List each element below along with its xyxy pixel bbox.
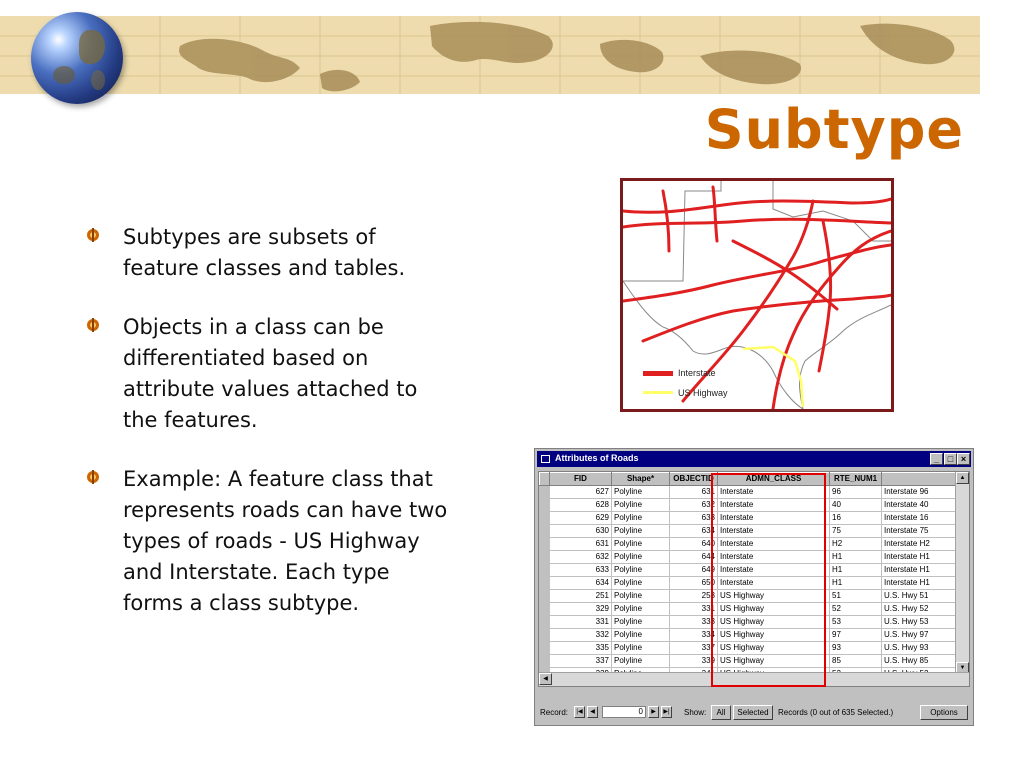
header-banner xyxy=(0,16,980,94)
cell-objectid: 633 xyxy=(670,512,718,525)
record-number-input[interactable]: 0 xyxy=(602,706,646,718)
cell-admn-class: US Highway xyxy=(718,603,830,616)
column-header-objectid[interactable]: OBJECTID xyxy=(670,473,718,486)
column-header-fid[interactable]: FID xyxy=(550,473,612,486)
cell-shape: Polyline xyxy=(612,616,670,629)
page-title: Subtype xyxy=(704,98,964,161)
cell-fid: 337 xyxy=(550,655,612,668)
cell-rte-num1: H1 xyxy=(830,577,882,590)
row-selector[interactable] xyxy=(540,603,550,616)
options-button[interactable]: Options xyxy=(920,705,968,720)
cell-admn-class: US Highway xyxy=(718,655,830,668)
cell-rte-name: Interstate 96 xyxy=(882,486,958,499)
maximize-button[interactable]: □ xyxy=(944,453,957,465)
cell-admn-class: US Highway xyxy=(718,629,830,642)
cell-rte-num1: H2 xyxy=(830,538,882,551)
cell-admn-class: US Highway xyxy=(718,590,830,603)
row-selector[interactable] xyxy=(540,486,550,499)
cell-shape: Polyline xyxy=(612,590,670,603)
cell-fid: 332 xyxy=(550,629,612,642)
cell-rte-num1: 53 xyxy=(830,616,882,629)
cell-admn-class: Interstate xyxy=(718,551,830,564)
cell-rte-num1: H1 xyxy=(830,564,882,577)
cell-objectid: 634 xyxy=(670,525,718,538)
window-titlebar[interactable] xyxy=(537,451,971,467)
cell-fid: 251 xyxy=(550,590,612,603)
cell-shape: Polyline xyxy=(612,525,670,538)
record-label: Record: xyxy=(540,708,569,717)
row-selector[interactable] xyxy=(540,525,550,538)
scroll-down-icon[interactable]: ▼ xyxy=(956,662,969,674)
row-selector[interactable] xyxy=(540,629,550,642)
next-record-icon[interactable]: ▶ xyxy=(648,706,659,718)
cell-fid: 634 xyxy=(550,577,612,590)
scroll-up-icon[interactable]: ▲ xyxy=(956,472,969,484)
cell-rte-name: Interstate H2 xyxy=(882,538,958,551)
row-selector[interactable] xyxy=(540,590,550,603)
scroll-left-icon[interactable]: ◀ xyxy=(539,673,552,685)
minimize-button[interactable]: _ xyxy=(930,453,943,465)
cell-objectid: 632 xyxy=(670,499,718,512)
cell-rte-num1: 93 xyxy=(830,642,882,655)
cell-rte-name: U.S. Hwy 51 xyxy=(882,590,958,603)
cell-rte-name: U.S. Hwy 53 xyxy=(882,616,958,629)
globe-icon xyxy=(31,12,123,104)
bullet-item xyxy=(86,222,456,284)
cell-rte-name: Interstate H1 xyxy=(882,564,958,577)
bullet-icon xyxy=(86,470,100,484)
legend-label-interstate: Interstate xyxy=(678,368,716,378)
column-header-shape[interactable]: Shape* xyxy=(612,473,670,486)
cell-shape: Polyline xyxy=(612,655,670,668)
cell-rte-num1: 16 xyxy=(830,512,882,525)
cell-shape: Polyline xyxy=(612,499,670,512)
cell-shape: Polyline xyxy=(612,577,670,590)
row-selector[interactable] xyxy=(540,538,550,551)
records-status-text: Records (0 out of 635 Selected.) xyxy=(778,708,894,717)
cell-objectid: 333 xyxy=(670,616,718,629)
cell-fid: 632 xyxy=(550,551,612,564)
cell-shape: Polyline xyxy=(612,486,670,499)
last-record-icon[interactable]: ▶| xyxy=(661,706,672,718)
cell-rte-name: Interstate 40 xyxy=(882,499,958,512)
us-highway-legend-swatch xyxy=(643,391,673,394)
admn-class-column-highlight xyxy=(711,473,826,687)
cell-rte-num1: 85 xyxy=(830,655,882,668)
previous-record-icon[interactable]: ◀ xyxy=(587,706,598,718)
bullet-icon xyxy=(86,318,100,332)
cell-admn-class: Interstate xyxy=(718,512,830,525)
cell-objectid: 253 xyxy=(670,590,718,603)
texas-road-map-graphic xyxy=(623,181,891,409)
cell-shape: Polyline xyxy=(612,642,670,655)
cell-fid: 335 xyxy=(550,642,612,655)
cell-rte-num1: H1 xyxy=(830,551,882,564)
cell-shape: Polyline xyxy=(612,603,670,616)
row-selector[interactable] xyxy=(540,642,550,655)
bullet-icon xyxy=(86,228,100,242)
cell-objectid: 644 xyxy=(670,551,718,564)
world-map-banner-graphic xyxy=(0,16,980,94)
window-title: Attributes of Roads xyxy=(555,453,639,463)
cell-shape: Polyline xyxy=(612,538,670,551)
cell-fid: 627 xyxy=(550,486,612,499)
table-icon xyxy=(541,455,550,463)
cell-rte-num1: 52 xyxy=(830,603,882,616)
cell-shape: Polyline xyxy=(612,512,670,525)
show-selected-button[interactable]: Selected xyxy=(733,705,773,720)
cell-rte-name: U.S. Hwy 52 xyxy=(882,603,958,616)
cell-fid: 630 xyxy=(550,525,612,538)
cell-objectid: 631 xyxy=(670,486,718,499)
row-selector[interactable] xyxy=(540,655,550,668)
cell-objectid: 649 xyxy=(670,564,718,577)
bullet-list xyxy=(86,222,456,647)
cell-objectid: 640 xyxy=(670,538,718,551)
bullet-text: Example: A feature class that represents roads can have two types of roads - US Highway and Interstate. Each type forms a class subtype. xyxy=(123,467,448,615)
cell-rte-name: Interstate H1 xyxy=(882,551,958,564)
cell-rte-name: U.S. Hwy 93 xyxy=(882,642,958,655)
cell-objectid: 650 xyxy=(670,577,718,590)
cell-rte-num1: 97 xyxy=(830,629,882,642)
cell-admn-class: Interstate xyxy=(718,564,830,577)
legend-label-us-highway: US Highway xyxy=(678,388,728,398)
cell-objectid: 334 xyxy=(670,629,718,642)
column-header-admn-class[interactable]: ADMN_CLASS xyxy=(718,473,830,486)
column-header-rte-name[interactable] xyxy=(882,473,958,486)
bullet-item xyxy=(86,312,456,436)
cell-fid: 629 xyxy=(550,512,612,525)
cell-admn-class: Interstate xyxy=(718,538,830,551)
cell-rte-num1: 96 xyxy=(830,486,882,499)
row-selector[interactable] xyxy=(540,512,550,525)
cell-fid: 331 xyxy=(550,616,612,629)
column-header-rte-num1[interactable]: RTE_NUM1 xyxy=(830,473,882,486)
cell-fid: 628 xyxy=(550,499,612,512)
row-selector[interactable] xyxy=(540,499,550,512)
cell-admn-class: Interstate xyxy=(718,486,830,499)
bullet-text: Objects in a class can be differentiated based on attribute values attached to the features. xyxy=(123,315,418,432)
cell-rte-name: Interstate 16 xyxy=(882,512,958,525)
status-bar xyxy=(538,704,970,722)
cell-objectid: 337 xyxy=(670,642,718,655)
interstate-legend-swatch xyxy=(643,371,673,376)
row-selector-header xyxy=(540,473,550,486)
cell-rte-num1: 51 xyxy=(830,590,882,603)
cell-admn-class: US Highway xyxy=(718,616,830,629)
cell-rte-name: Interstate 75 xyxy=(882,525,958,538)
show-all-button[interactable]: All xyxy=(711,705,731,720)
cell-admn-class: Interstate xyxy=(718,499,830,512)
show-label: Show: xyxy=(684,708,707,717)
cell-shape: Polyline xyxy=(612,629,670,642)
bullet-item xyxy=(86,464,456,619)
cell-rte-num1: 75 xyxy=(830,525,882,538)
cell-admn-class: Interstate xyxy=(718,525,830,538)
close-button[interactable]: × xyxy=(957,453,970,465)
roads-map xyxy=(620,178,894,412)
cell-rte-num1: 40 xyxy=(830,499,882,512)
cell-admn-class: US Highway xyxy=(718,642,830,655)
row-selector[interactable] xyxy=(540,577,550,590)
cell-fid: 329 xyxy=(550,603,612,616)
first-record-icon[interactable]: |◀ xyxy=(574,706,585,718)
cell-shape: Polyline xyxy=(612,551,670,564)
vertical-scrollbar[interactable] xyxy=(955,472,969,674)
cell-rte-name: Interstate H1 xyxy=(882,577,958,590)
row-selector[interactable] xyxy=(540,551,550,564)
cell-objectid: 331 xyxy=(670,603,718,616)
cell-admn-class: Interstate xyxy=(718,577,830,590)
cell-fid: 631 xyxy=(550,538,612,551)
cell-shape: Polyline xyxy=(612,564,670,577)
row-selector[interactable] xyxy=(540,616,550,629)
bullet-text: Subtypes are subsets of feature classes and tables. xyxy=(123,225,406,280)
cell-rte-name: U.S. Hwy 97 xyxy=(882,629,958,642)
cell-rte-name: U.S. Hwy 85 xyxy=(882,655,958,668)
cell-objectid: 339 xyxy=(670,655,718,668)
cell-fid: 633 xyxy=(550,564,612,577)
row-selector[interactable] xyxy=(540,564,550,577)
